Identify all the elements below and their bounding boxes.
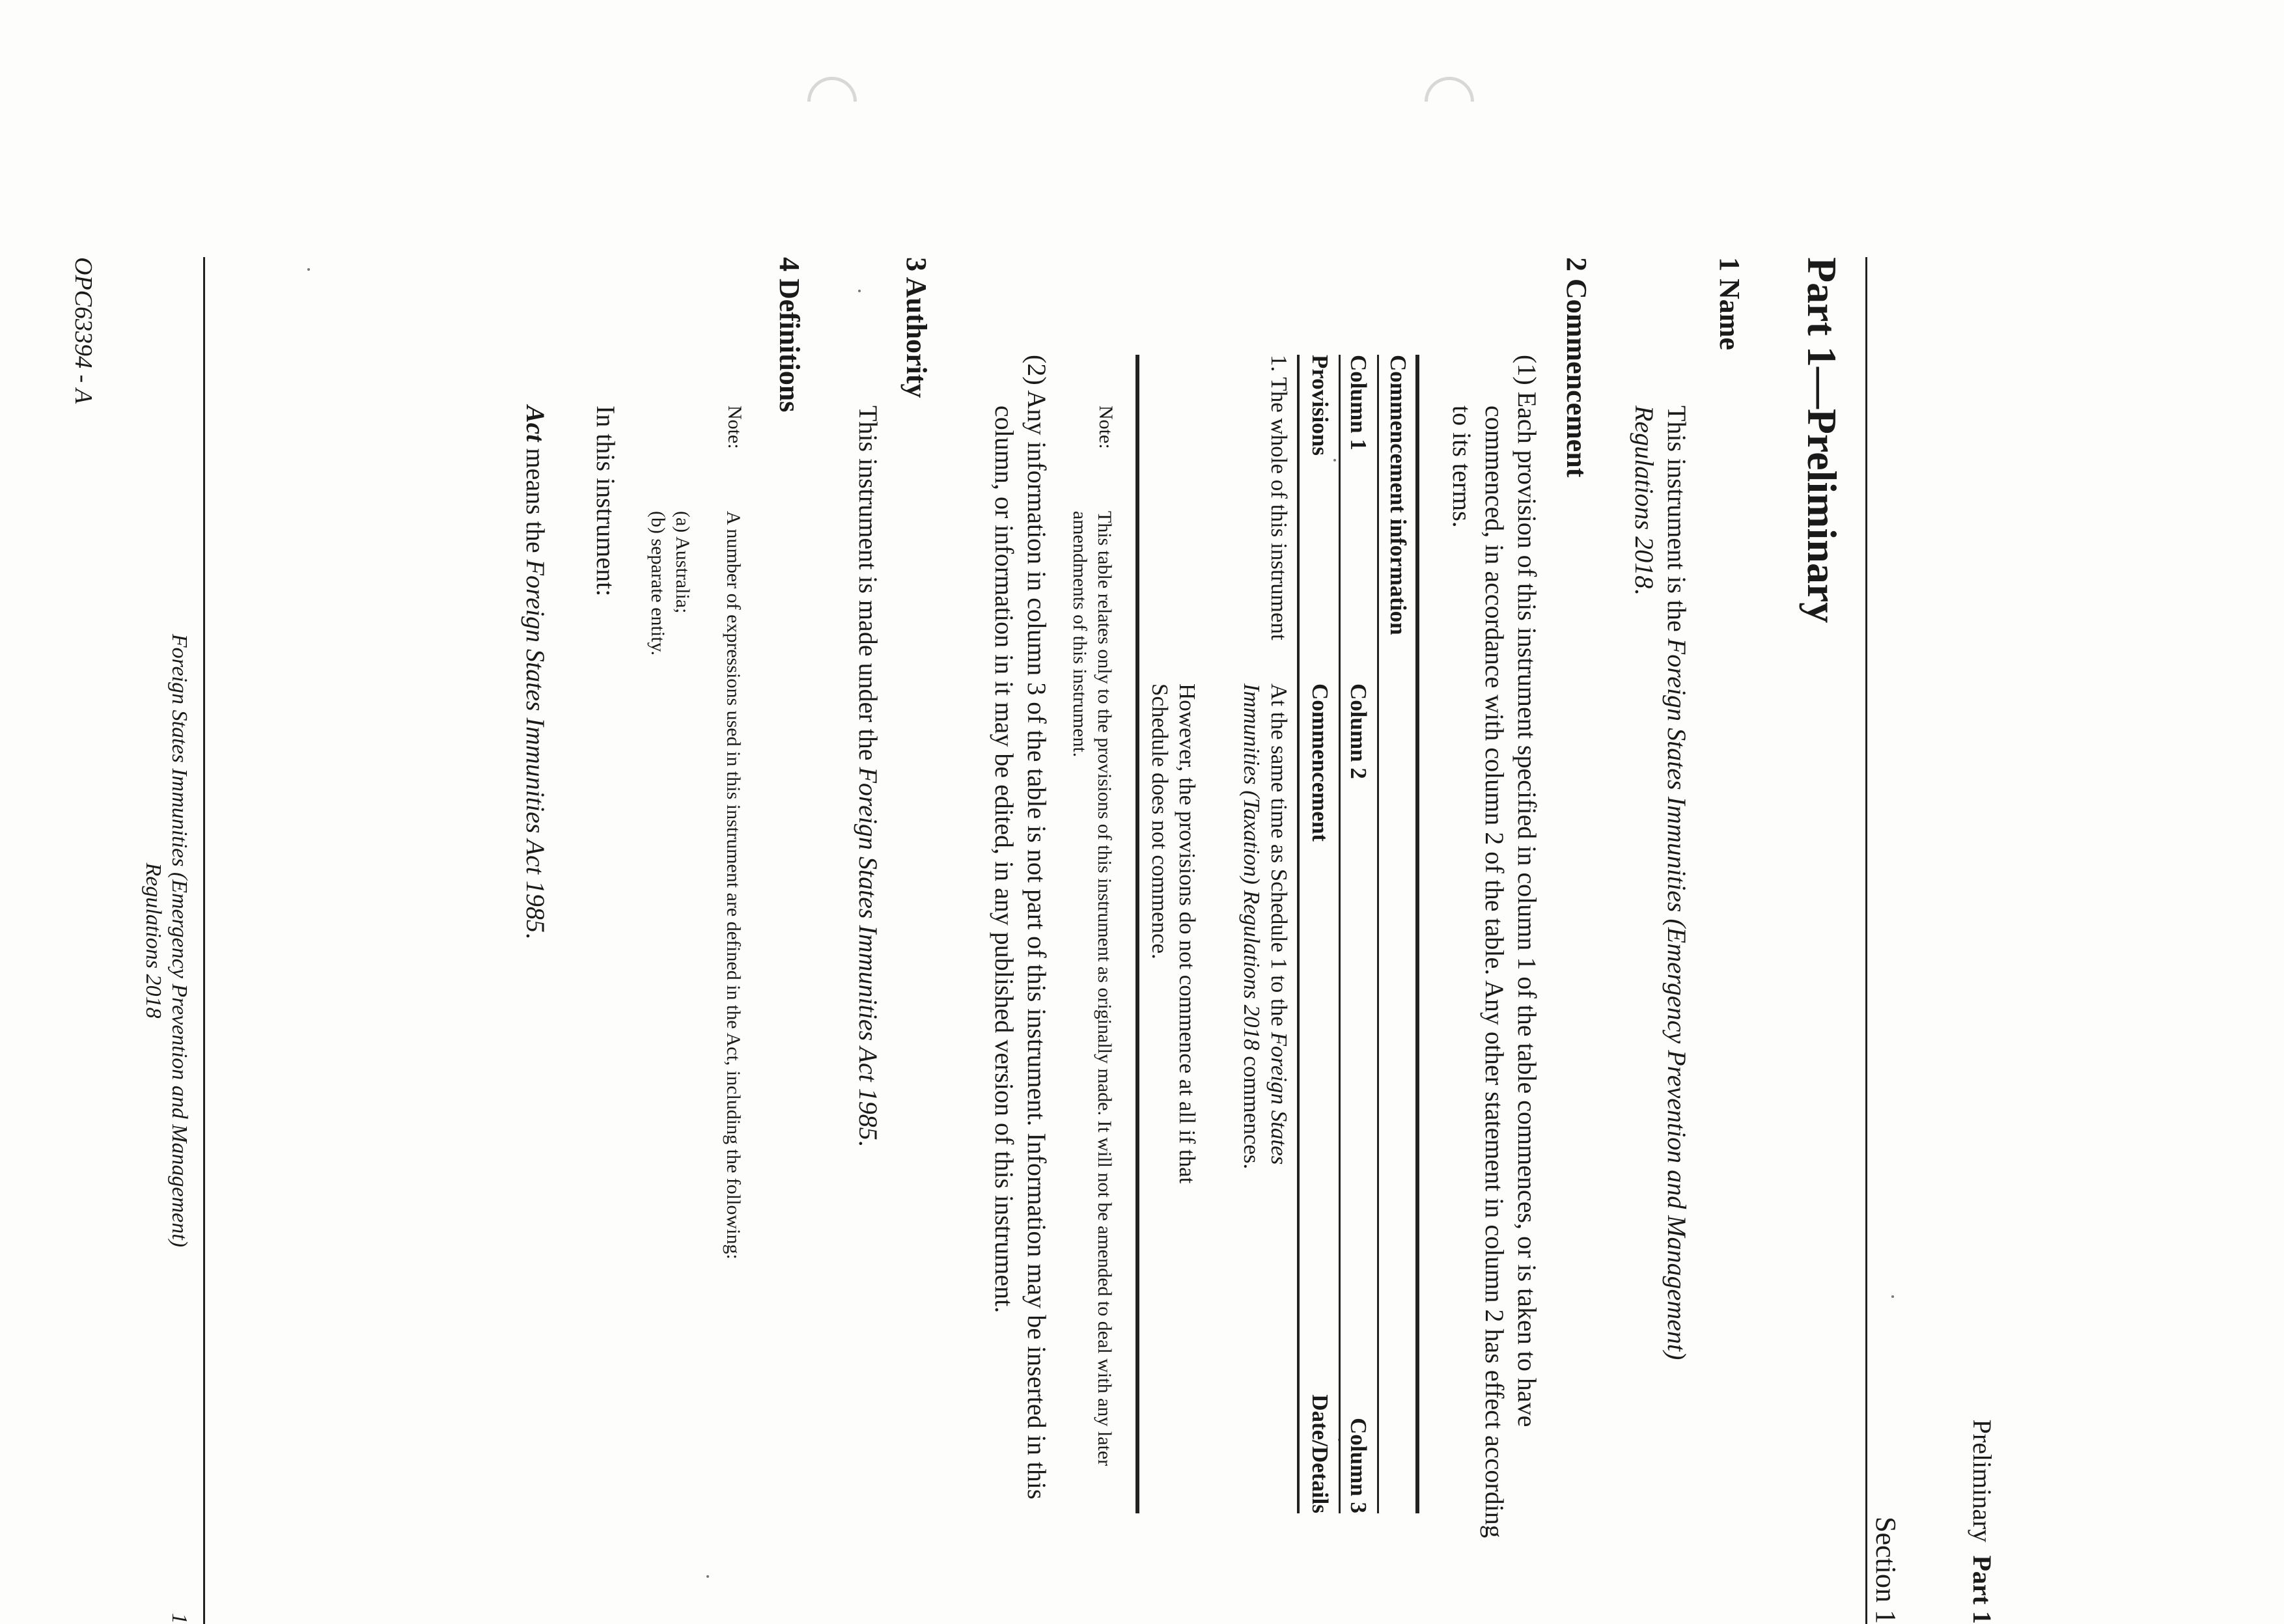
definitions-note-text: A number of expressions used in this instrument are defined in the Act, including the following: bbox=[723, 511, 744, 1259]
definition-term: Act bbox=[521, 406, 550, 442]
table-col2-header: Column 2 bbox=[1346, 683, 1371, 779]
footer-title-line2: Regulations 2018 bbox=[141, 862, 165, 1019]
section-heading-authority: 3 Authority bbox=[900, 257, 932, 398]
table-rule bbox=[1339, 355, 1341, 1513]
table-title: Commencement information bbox=[1386, 355, 1411, 635]
document-page bbox=[46, 257, 1999, 1624]
header-section-label: Section 1 bbox=[1870, 1517, 1902, 1624]
table-col3-header: Column 3 bbox=[1346, 1418, 1371, 1513]
definitions-note-label: Note: bbox=[724, 406, 745, 449]
header-part-label: Part 1 bbox=[1968, 1555, 1997, 1624]
table-row1-col1: 1. The whole of this instrument bbox=[1266, 355, 1292, 640]
definitions-intro: In this instrument: bbox=[591, 406, 620, 597]
punch-hole-mark bbox=[797, 66, 867, 136]
footer-title-line1: Foreign States Immunities (Emergency Prevention and Management) bbox=[167, 633, 191, 1248]
part-title: Part 1—Preliminary bbox=[1799, 257, 1845, 624]
definitions-item-a: (a) Australia; bbox=[672, 511, 693, 614]
table-rule bbox=[1377, 355, 1379, 1513]
definition-act: Act means the Foreign States Immunities Act 1985. bbox=[521, 406, 550, 939]
footer-title bbox=[140, 257, 192, 1624]
definitions-item-b: (b) separate entity. bbox=[647, 511, 669, 656]
commencement-subsection-1: (1) Each provision of this instrument specified in column 1 of the table commences, or is taken to have commenced, in accordance with column 2 of the table. Any other statement in column 2 has effect according to its terms. bbox=[1447, 355, 1542, 1538]
header-rule bbox=[1865, 257, 1867, 1624]
table-row1-col2-extra: However, the provisions do not commence at all if that Schedule does not commence. bbox=[1147, 683, 1200, 1184]
name-paragraph: This instrument is the Foreign States Immunities (Emergency Prevention and Management) Regulations 2018. bbox=[1630, 406, 1692, 1360]
document-code: OPC63394 - A bbox=[70, 257, 97, 404]
authority-paragraph: This instrument is made under the Foreign States Immunities Act 1985. bbox=[854, 406, 883, 1147]
header-part-name: Preliminary bbox=[1968, 1419, 1997, 1543]
footer-rule bbox=[203, 257, 205, 1624]
table-col1-header: Column 1 bbox=[1346, 355, 1371, 450]
punch-hole-mark bbox=[1414, 66, 1484, 136]
page-number: 1 bbox=[167, 1613, 191, 1624]
table-col3-subheader: Date/Details bbox=[1307, 1394, 1333, 1513]
section-heading-name: 1 Name bbox=[1714, 257, 1746, 350]
table-col2-subheader: Commencement bbox=[1307, 683, 1333, 842]
table-bottom-rule bbox=[1135, 355, 1139, 1513]
table-row1-col2: At the same time as Schedule 1 to the Foreign States Immunities (Taxation) Regulations 2018 commences. bbox=[1239, 683, 1292, 1170]
commencement-note-label: Note: bbox=[1095, 406, 1117, 449]
table-rule bbox=[1297, 355, 1300, 1513]
section-heading-commencement: 2 Commencement bbox=[1561, 257, 1593, 478]
commencement-subsection-2: (2) Any information in column 3 of the table is not part of this instrument. Information may be inserted in this column, or information in it may be edited, in any published version of this instrument. bbox=[990, 355, 1051, 1500]
running-header bbox=[1967, 1175, 1998, 1624]
table-col1-subheader: Provisions bbox=[1307, 355, 1333, 456]
section-heading-definitions: 4 Definitions bbox=[773, 257, 805, 413]
commencement-note-text: This table relates only to the provisions of this instrument as originally made. It will not be amended to deal with any later amendments of this instrument. bbox=[1069, 511, 1115, 1466]
table-top-rule bbox=[1415, 355, 1419, 1513]
